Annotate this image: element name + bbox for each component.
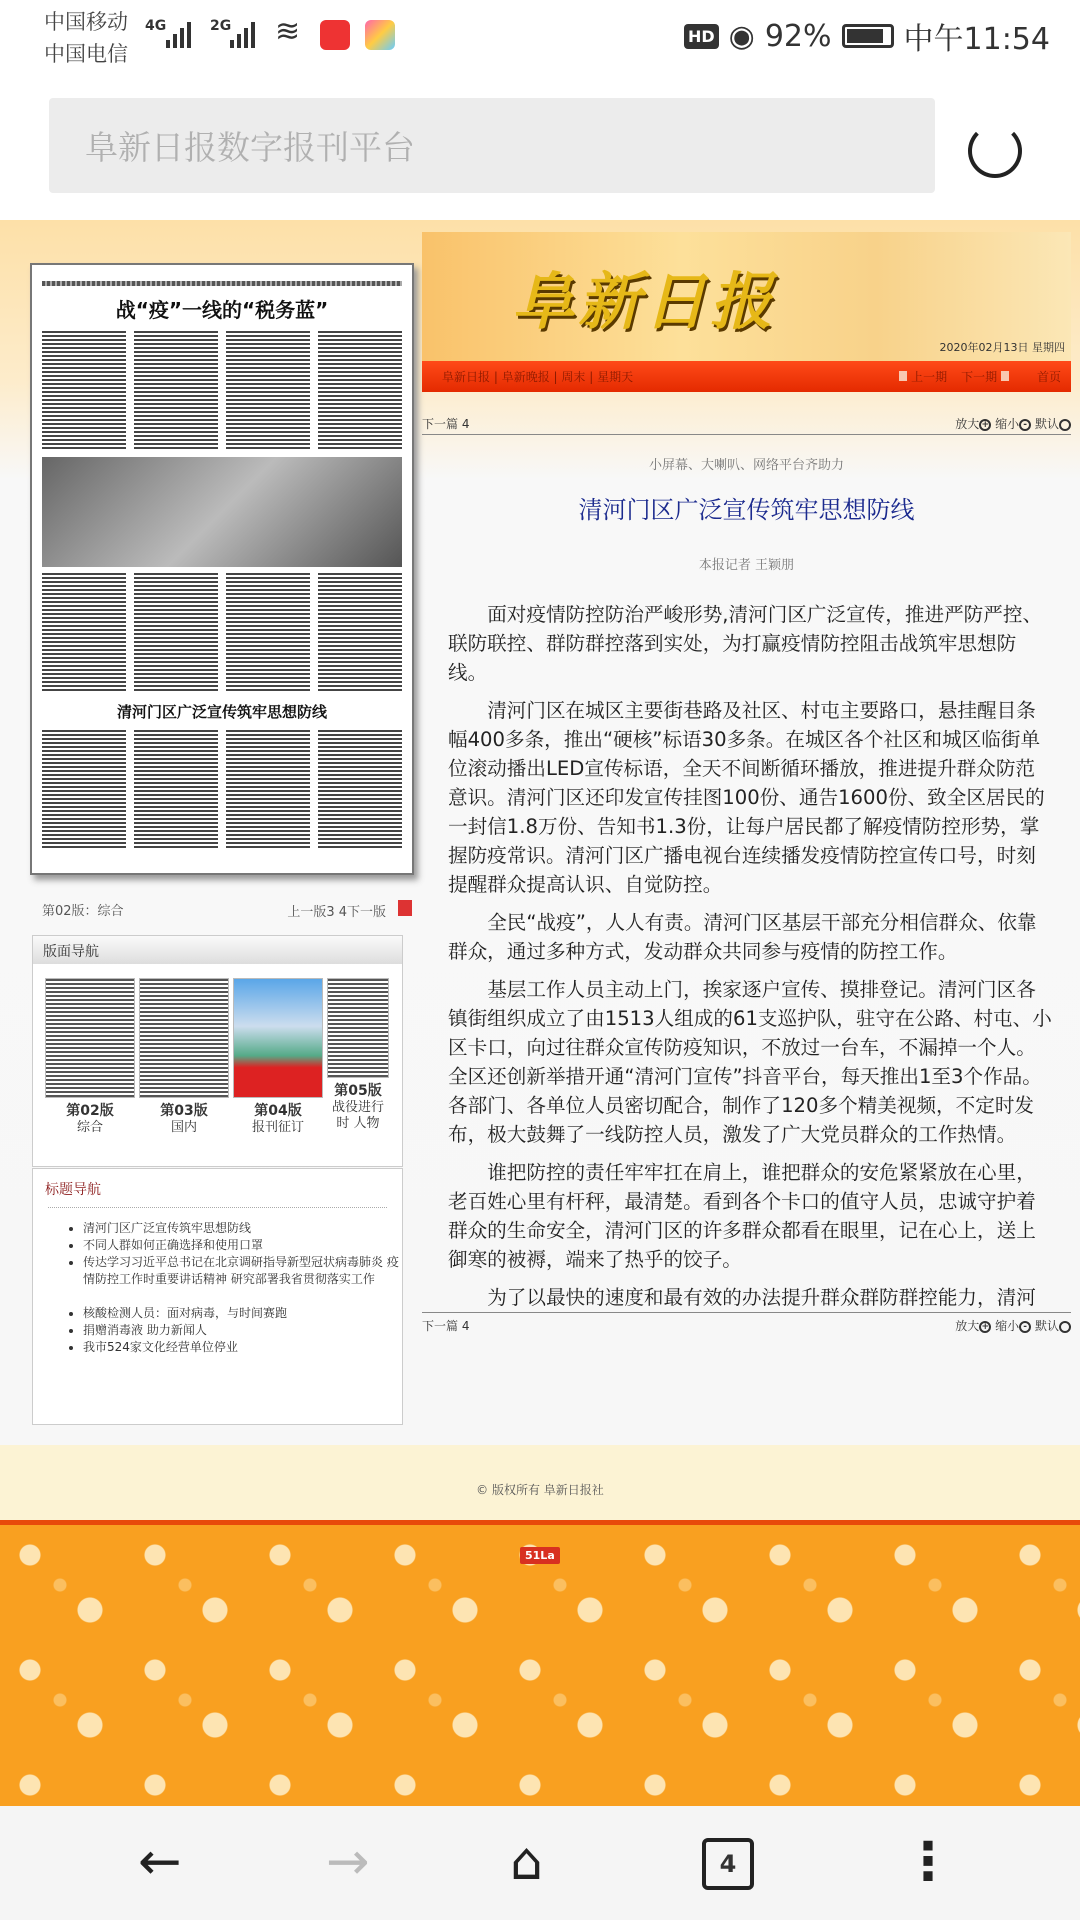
signal-icon [166, 18, 191, 48]
next-article-link[interactable]: 下一篇 4 [422, 417, 470, 431]
page-thumb-03[interactable] [139, 978, 229, 1136]
page-num: 第05版 [334, 1083, 382, 1099]
current-page-label: 第02版：综合 [42, 904, 124, 919]
url-bar[interactable]: 阜新日报数字报刊平台 [49, 98, 935, 193]
app-icon [320, 20, 350, 50]
article-title: 清河门区广泛宣传筑牢思想防线 [578, 496, 915, 524]
title-nav-item[interactable]: • 我市524家文化经营单位停业 [83, 1339, 402, 1356]
back-icon[interactable]: ← [138, 1832, 182, 1892]
page-num: 第02版 [66, 1103, 114, 1119]
article-body [448, 600, 1052, 1308]
title-nav-item[interactable]: • 捐赠消毒液 助力新闻人 [83, 1322, 402, 1339]
decorative-pattern [0, 1525, 1080, 1806]
thumb-headline: 战“疫”一线的“税务蓝” [115, 298, 329, 322]
article-subtitle: 小屏幕、大喇叭、网络平台齐助力 [648, 458, 844, 473]
article-byline: 本报记者 王颖朋 [698, 558, 795, 573]
hd-badge: HD [684, 24, 719, 49]
home-link[interactable]: 首页 [1036, 370, 1061, 384]
page-thumb-02[interactable] [45, 978, 135, 1136]
title-nav-item[interactable]: • 核酸检测人员：面对病毒，与时间赛跑 [83, 1305, 402, 1322]
article-toolbar-top [422, 415, 1071, 435]
title-nav-panel [32, 1168, 403, 1425]
zoom-in-button[interactable]: 放大 + [955, 1319, 991, 1333]
next-article-link[interactable]: 下一篇 4 [422, 1319, 470, 1333]
wifi-icon: ≋ [275, 14, 301, 49]
thumb-lower-headline: 清河门区广泛宣传筑牢思想防线 [116, 703, 327, 721]
prev-issue-link[interactable]: 上一期 [911, 370, 948, 384]
newspaper-page-thumbnail[interactable] [30, 263, 414, 875]
page-pager[interactable]: 上一版3 4下一版 [287, 905, 386, 920]
next-arrow-icon [1001, 371, 1009, 381]
browser-bottom-nav [0, 1806, 1080, 1920]
issue-date: 2020年02月13日 星期四 [939, 341, 1065, 354]
title-nav-item[interactable]: • 清河门区广泛宣传筑牢思想防线 [83, 1220, 402, 1237]
next-issue-link[interactable]: 下一期 [961, 370, 998, 384]
header-banner [422, 232, 1071, 361]
page-thumb-05[interactable] [327, 978, 389, 1136]
default-size-button[interactable]: 默认 [1035, 1319, 1071, 1333]
page-name: 综合 [76, 1120, 103, 1135]
page-info [42, 900, 412, 920]
title-nav-item[interactable]: • 不同人群如何正确选择和使用口罩 [83, 1237, 402, 1254]
pdf-icon[interactable] [398, 900, 412, 916]
paragraph: 清河门区在城区主要街巷路及社区、村屯主要路口，悬挂醒目条幅400多条，推出“硬核”标语30多条。在城区各个社区和城区临街单位滚动播出LED宣传标语，全天不间断循环播放，推进提升群众防范意识。清河门区还印发宣传挂图100份、通告1600份、致全区居民的一封信1.8万份、告知书1.3份，让每户居民都了解疫情防控形势，掌握防疫常识。清河门区广播电视台连续播发疫情防控宣传口号，时刻提醒群众提高认识、自觉防控。 [448, 699, 1045, 896]
paragraph: 全民“战疫”，人人有责。清河门区基层干部充分相信群众、依靠群众，通过多种方式，发动群众共同参与疫情的防控工作。 [448, 911, 1037, 963]
app-icon-2 [365, 20, 395, 50]
carrier-1: 中国移动 [44, 10, 128, 34]
page-name: 战役进行时 人物 [331, 1100, 384, 1131]
network-2g: 2G [210, 18, 232, 34]
page-name: 国内 [170, 1120, 197, 1135]
zoom-out-button[interactable]: 缩小 - [995, 1319, 1031, 1333]
thumb-photo [42, 457, 402, 567]
article-toolbar-bottom [422, 1312, 1071, 1336]
newspaper-logo: 阜新日报 [512, 265, 777, 338]
layout-nav-title: 版面导航 [33, 936, 402, 964]
page-num: 第03版 [160, 1103, 208, 1119]
network-4g: 4G [145, 18, 167, 34]
page-thumb-04[interactable] [233, 978, 323, 1136]
signal-icon-2 [230, 18, 255, 48]
copyright-footer: © 版权所有 阜新日报社 [0, 1445, 1080, 1520]
zoom-out-button[interactable]: 缩小 - [995, 417, 1031, 431]
divider [48, 1207, 387, 1208]
clock: 中午11:54 [903, 22, 1050, 57]
home-icon[interactable]: ⌂ [510, 1832, 544, 1892]
circle-icon [1059, 1321, 1071, 1333]
reload-icon[interactable] [968, 124, 1022, 178]
nav-link[interactable]: 阜新晚报 [501, 370, 550, 384]
title-nav-item[interactable]: • 传达学习习近平总书记在北京调研指导新型冠状病毒肺炎 疫情防控工作时重要讲话精神 研究部署我省贯彻落实工作 [83, 1254, 402, 1288]
title-nav-heading: 标题导航 [45, 1182, 101, 1198]
paragraph: 基层工作人员主动上门，挨家逐户宣传、摸排登记。清河门区各镇街组织成立了由1513人组成的61支巡护队，驻守在公路、村屯、小区卡口，向过往群众宣传防疫知识，不放过一台车，不漏掉一个人。全区还创新举措开通“清河门宣传”抖音平台，每天推出1至3个作品。各部门、各单位人员密切配合，制作了120多个精美视频，不定时发布，极大鼓舞了一线防控人员，激发了广大党员群众的工作热情。 [448, 978, 1052, 1146]
nav-link[interactable]: 阜新日报 [442, 370, 491, 384]
paragraph: 面对疫情防控防治严峻形势,清河门区广泛宣传，推进严防严控、联防联控、群防群控落到实处，为打赢疫情防控阻击战筑牢思想防线。 [448, 603, 1043, 684]
nav-link[interactable]: 星期天 [597, 370, 634, 384]
page-num: 第04版 [254, 1103, 302, 1119]
default-size-button[interactable]: 默认 [1035, 417, 1071, 431]
eye-icon: ◉ [728, 18, 755, 54]
battery-icon [842, 24, 894, 48]
minus-icon: - [1019, 419, 1031, 431]
page-name: 报刊征订 [251, 1120, 304, 1135]
nav-link[interactable]: 周末 [561, 370, 586, 384]
minus-icon: - [1019, 1321, 1031, 1333]
carrier-2: 中国电信 [44, 42, 128, 66]
zoom-in-button[interactable]: 放大 + [955, 417, 991, 431]
circle-icon [1059, 419, 1071, 431]
tabs-button[interactable]: 4 [702, 1838, 754, 1890]
stats-badge[interactable]: 51La [520, 1547, 560, 1564]
prev-arrow-icon [899, 371, 907, 381]
battery-percent: 92% [764, 18, 832, 54]
forward-icon[interactable]: → [326, 1832, 370, 1892]
more-menu-icon[interactable]: ⋮ [902, 1832, 954, 1892]
layout-nav-panel [32, 935, 403, 1167]
plus-icon: + [979, 419, 991, 431]
status-bar [0, 0, 1080, 73]
top-nav-bar: 阜新日报 | 阜新晚报 | 周末 | 星期天 上一期 下一期 首页 [422, 361, 1071, 392]
paragraph: 为了以最快的速度和最有效的办法提升群众群防群控能力，清河 [487, 1286, 1036, 1308]
plus-icon: + [979, 1321, 991, 1333]
paragraph: 谁把防控的责任牢牢扛在肩上，谁把群众的安危紧紧放在心里，老百姓心里有杆秤，最清楚。看到各个卡口的值守人员，忠诚守护着群众的生命安全，清河门区的许多群众都看在眼里，记在心上，送上御寒的被褥，端来了热乎的饺子。 [448, 1161, 1036, 1271]
